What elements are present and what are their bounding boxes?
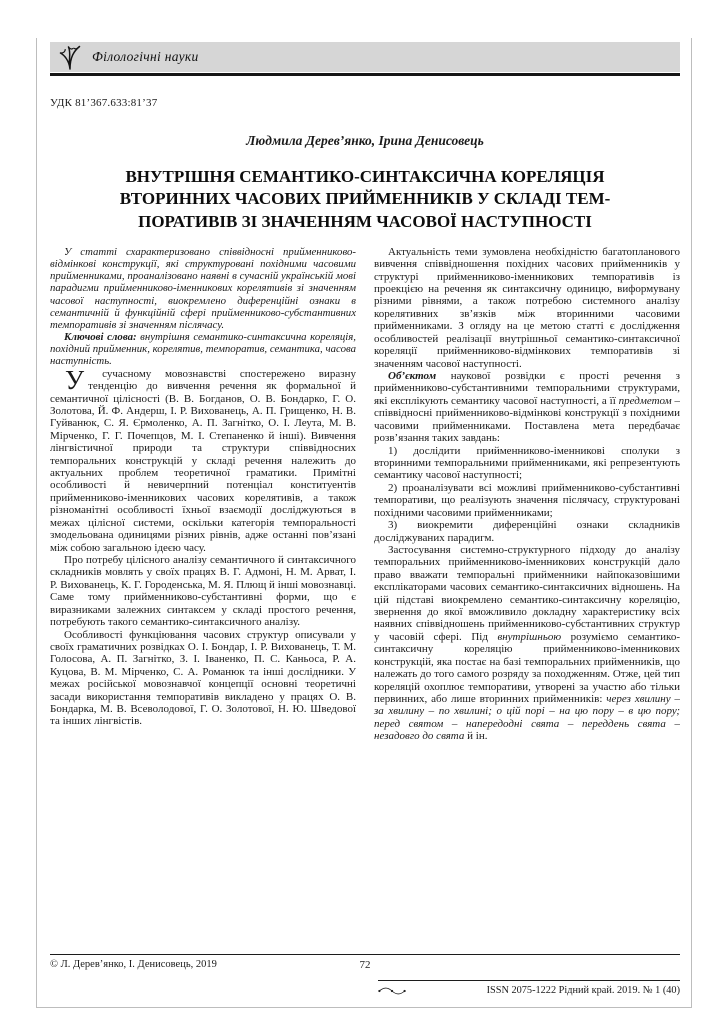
paragraph: Застосування системно-структурного підходу до аналізу темпоральних прийменниково-іменникових конструкцій дало право вважати темпоральні прийменники найпоказовішими експлікаторами часових семантико-синтаксичних відношень. На цій підставі виокремлено семантико-синтаксичну кореляцію, звернення до якої вможливило докладну характеристику всіх наявних співвідношень прийменниково-субстантивних структур у часовій сфері. Під внутрішньою розуміємо семантико-синтаксичну кореляцію прийменниково-іменникових конструкцій, яка постає на базі темпоральних прийменників, що належать до того самого розряду за походженням. Отже, цей тип кореляцій охоплює темпоративи, утворені за участю або тільки первинних, або лише вторинних прийменників: через хвилину – за хвилину – по хвилині; о цій порі – на цю пору – в цю пору; перед святом – напередодні свята – переддень свята – незадовго до свята й ін.: [374, 543, 680, 743]
article-title: [50, 166, 680, 233]
header-rule: [50, 73, 680, 76]
keywords: Ключові слова: внутрішня семантико-синтаксична кореляція, похідний прийменник, корелятив, темпоратив, семантика, часова наступність.: [50, 331, 356, 368]
section-band: [50, 42, 680, 72]
copyright-line: © Л. Дерев’янко, І. Денисовець, 2019: [50, 959, 217, 970]
list-item: 3) виокремити диференційні ознаки складників досліджуваних парадигм.: [374, 519, 680, 544]
drop-cap: У: [65, 364, 85, 395]
section-label: Філологічні науки: [92, 49, 199, 64]
authors-line: Людмила Дерев’янко, Ірина Денисовець: [246, 133, 484, 148]
paragraph: Актуальність теми зумовлена необхідністю багатопланового вивчення співвідношення похідних часових прийменників у структурі прийменниково-іменникових темпоративів із проекцією на речення як синтаксичну одиницю, виформувану різними рівнями, а також потребою системного аналізу корелятивних зв’язків між вторинними часовими прийменниками. З огляду на це метою статті є дослідження особливостей реалізації внутрішньої семантико-синтаксичної кореляції прийменниково-відмінкових темпоративів зі значенням часової наступності.: [374, 245, 680, 370]
issn-block: [378, 980, 680, 996]
paragraph: [50, 364, 356, 554]
journal-page: [50, 42, 680, 996]
left-column: [50, 246, 356, 948]
title-line: ВНУТРІШНЯ СЕМАНТИКО-СИНТАКСИЧНА КОРЕЛЯЦІЯ: [125, 167, 605, 186]
title-line: ВТОРИННИХ ЧАСОВИХ ПРИЙМЕННИКІВ У СКЛАДІ ТЕМ-: [119, 189, 611, 209]
publisher-plant-ornament-icon: [58, 44, 82, 70]
footer: [50, 954, 680, 970]
paragraph: Про потребу цілісного аналізу семантичного й синтаксичного складників мовлять у своїх працях В. Г. Адмоні, Н. М. Арват, І. Р. Вихованець, К. Г. Городенська, М. Я. Плющ й інші мовознавці. Саме тому прийменниково-субстантивні форми, що є виразниками залежних синтаксем у складі простого речення, потребують такого семантико-синтаксичного аналізу.: [50, 554, 356, 629]
title-line: ПОРАТИВІВ ЗІ ЗНАЧЕННЯМ ЧАСОВОЇ НАСТУПНОСТІ: [138, 211, 592, 231]
udc-number: УДК 81’367.633:81’37: [50, 97, 158, 109]
page-number: 72: [359, 959, 371, 971]
two-column-text: [50, 246, 680, 948]
right-column: [374, 246, 680, 948]
paragraph-text: сучасному мовознавстві спостережено виразну тенденцію до вивчення речення як формальної й семантичної цілісності (В. В. Богданов, О. В. Бондарко, Г. О. Золотова, Й. Ф. Андерш, І. Р. Вихованець, А. П. Грищенко, Н. В. Гуйванюк, С. Я. Єрмоленко, А. П. Загнітко, О. І. Леута, М. В. Мірченко, Г. Г. Почепцов, М. І. Степаненко й інші). Вивчення лінгвістичної природи та структури співвідносних темпоральних конструкцій у складі речення належить до актуальних проблем теоретичної граматики. Примітні особливості й невичерпний потенціал конституентів прийменниково-іменникових часових корелятивів, а також різноманітні особливості їхньої взаємодії досліджуються в межах цілісної системи, оскільки категорія темпоральності змодельована одиницями різних рівнів, адже останні пов’язані між собою загальною ідеєю часу.: [50, 367, 356, 554]
list-item: 2) проаналізувати всі можливі прийменниково-субстантивні темпоративи, що реалізують значення післячасу, структуровані похідними часовими прийменниками;: [374, 481, 680, 519]
abstract: У статті схарактеризовано співвідносні прийменниково-відмінкові конструкції, які структуровані похідними часовими прийменниками, проаналізовано наявні в сучасній українській мові парадигми прийменниково-іменникових корелятивів зі значенням часової наступності, виокремлено диференційні ознаки в семантичній й функційній сфері прийменниково-субстантивних темпоративів зі значенням післячасу.: [50, 245, 356, 331]
issn-line: ISSN 2075-1222 Рідний край. 2019. № 1 (40): [486, 985, 680, 996]
paragraph: Особливості функціювання часових структур описували у своїх граматичних розвідках О. І. Бондар, І. Р. Вихованець, Т. М. Голосова, А. П. Загнітко, З. І. Іваненко, П. С. Каньоса, Р. А. Куцова, В. М. Мірченко, С. А. Романюк та інші дослідники. У межах російської мовознавчої концепції основні теоретичні засади використання темпоративів викладено у працях О. В. Бондарка, М. В. Всеволодової, Г. О. Золотової, Н. Ю. Шведової та інших лінгвістів.: [50, 628, 356, 728]
vine-ornament-icon: [378, 986, 406, 996]
list-item: 1) дослідити прийменниково-іменникові сполуки з вторинними темпоральними прийменниками, які репрезентують семантику часової наступності;: [374, 444, 680, 482]
paragraph: Об’єктом наукової розвідки є прості речення з прийменниково-субстантивними темпоральними структурами, які експлікують семантику часової наступності, а її предметом – співвідносні прийменниково-відмінкові конструкції з похідними часовими прийменниками. Поставлена мета передбачає розв’язання таких завдань:: [374, 370, 680, 445]
